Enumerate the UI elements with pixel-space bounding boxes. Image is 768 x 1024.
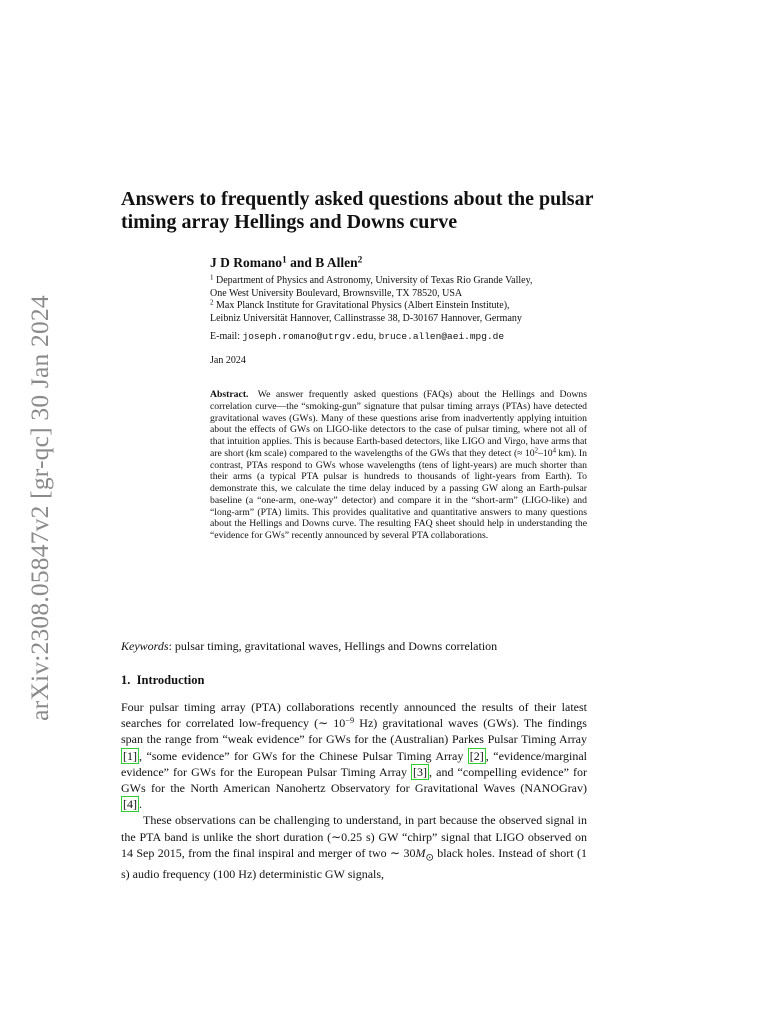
abstract-label: Abstract.: [210, 389, 249, 400]
email-allen[interactable]: bruce.allen@aei.mpg.de: [378, 331, 505, 342]
intro-p2-text-a: These observations can be challenging to understand, in part because the observed signal in the PTA band is unlike the short duration (∼0.25 s) GW “chirp” signal that LIGO observed on 14 Sep 2015, from the final inspiral and merger of two ∼ 30: [121, 813, 587, 860]
arxiv-stamp: [24, 286, 56, 730]
affiliation-2-text-1: Max Planck Institute for Gravitational Physics (Albert Einstein Institute),: [216, 300, 510, 311]
abstract-exponent-2: 4: [552, 447, 556, 455]
intro-p1-text-e: , and “compelling evidence” for GWs for the North American Nanohertz Observatory for Gravitational Waves (NANOGrav): [121, 764, 587, 796]
abstract-text-part2: km). In contrast, PTAs respond to GWs whose wavelengths (tens of light-years) are much shorter than their arms (a typical PTA pulsar is hundreds to thousands of light-years from Earth). To demonstrate this, we calculate the time delay induced by a passing GW along an Earth-pulsar baseline (a “one-arm, one-way” detector) and compare it in the “short-arm” (LIGO-like) and “long-arm” (PTA) limits. This provides qualitative and quantitative answers to many questions about the Hellings and Downs curve. The resulting FAQ sheet should help in understanding the “evidence for GWs” recently announced by several PTA collaborations.: [210, 447, 587, 541]
affiliation-1-line2: One West University Boulevard, Brownsville, TX 78520, USA: [210, 287, 463, 299]
keywords-colon: :: [168, 639, 175, 653]
citation-link-2[interactable]: [2]: [469, 748, 484, 763]
intro-p2-text-b: black holes. Instead of short (1 s) audio frequency (100 Hz) deterministic GW signals,: [121, 845, 587, 882]
intro-paragraph-1: [121, 699, 587, 812]
keywords-label: Keywords: [121, 639, 169, 653]
citation-link-1[interactable]: [1]: [123, 748, 137, 763]
affiliation-1-line1: [210, 275, 600, 288]
intro-p1-text-f: .: [139, 797, 142, 812]
intro-p1-exponent: −9: [345, 716, 355, 726]
affiliation-1-mark: 1: [210, 273, 214, 282]
abstract-text-part1: We answer frequently asked questions (FAQs) about the Hellings and Downs correlation curve—the “smoking-gun” signature that pulsar timing arrays (PTAs) have detected gravitational waves (GWs). Many of these questions arise from inadvertently applying intuition about the effects of GWs on LIGO-like detectors to the case of pulsar timing, where not all of that intuition applies. This is because Earth-based detectors, like LIGO and Virgo, have arms that are short (km scale) compared to the wavelengths of the GWs that they detect (≈ 10: [210, 389, 587, 459]
keywords: [121, 639, 641, 654]
affiliations: [210, 275, 600, 325]
arxiv-stamp-text: arXiv:2308.05847v2 [gr-qc] 30 Jan 2024: [25, 295, 55, 721]
author-romano: J D Romano: [210, 255, 283, 270]
email-label: E-mail:: [210, 331, 240, 342]
paper-date: Jan 2024: [210, 355, 246, 366]
section-number: 1.: [121, 673, 131, 687]
intro-p1-text-c: , “some evidence” for GWs for the Chinese Pulsar Timing Array: [139, 748, 468, 763]
author-conjunction: and: [286, 255, 316, 270]
solar-mass-symbol: M: [415, 845, 426, 860]
citation-link-3[interactable]: [3]: [413, 764, 428, 779]
intro-p1-text-a: Four pulsar timing array (PTA) collaborations recently announced the results of their latest searches for correlated low-frequency (∼ 10: [121, 700, 587, 731]
affiliation-2-line1: [210, 300, 600, 313]
paper-title: Answers to frequently asked questions about the pulsar timing array Hellings and Downs curve: [121, 188, 594, 233]
intro-p1-text-b: Hz) gravitational waves (GWs). The findings span the range from “weak evidence” for GWs for the (Australian) Parkes Pulsar Timing Array: [121, 716, 587, 747]
intro-paragraph-2: [121, 812, 587, 882]
affiliation-1-text-1: Department of Physics and Astronomy, University of Texas Rio Grande Valley,: [216, 275, 533, 286]
section-heading-introduction: [121, 673, 204, 688]
abstract-dash: –10: [538, 447, 553, 459]
author-allen-affil-mark: 2: [357, 255, 363, 266]
section-title: Introduction: [136, 673, 205, 687]
email-separator: ,: [373, 331, 379, 342]
email-line: [210, 331, 504, 342]
affiliation-2-mark: 2: [210, 298, 214, 307]
abstract: [210, 389, 587, 542]
citation-link-4[interactable]: [4]: [123, 797, 137, 812]
solar-mass-subscript: ⊙: [425, 852, 434, 864]
intro-p1-text-d: , “evidence/marginal evidence” for GWs for the European Pulsar Timing Array: [121, 748, 588, 779]
abstract-exponent-1: 2: [534, 447, 539, 455]
affiliation-2-line2: Leibniz Universität Hannover, Callinstrasse 38, D-30167 Hannover, Germany: [210, 312, 522, 324]
author-line: [210, 255, 362, 271]
introduction-body: [121, 699, 587, 883]
email-romano[interactable]: joseph.romano@utrgv.edu: [242, 331, 374, 342]
author-allen: B Allen: [315, 255, 358, 270]
author-romano-affil-mark: 1: [282, 255, 287, 266]
keywords-text: pulsar timing, gravitational waves, Hellings and Downs correlation: [174, 639, 498, 653]
